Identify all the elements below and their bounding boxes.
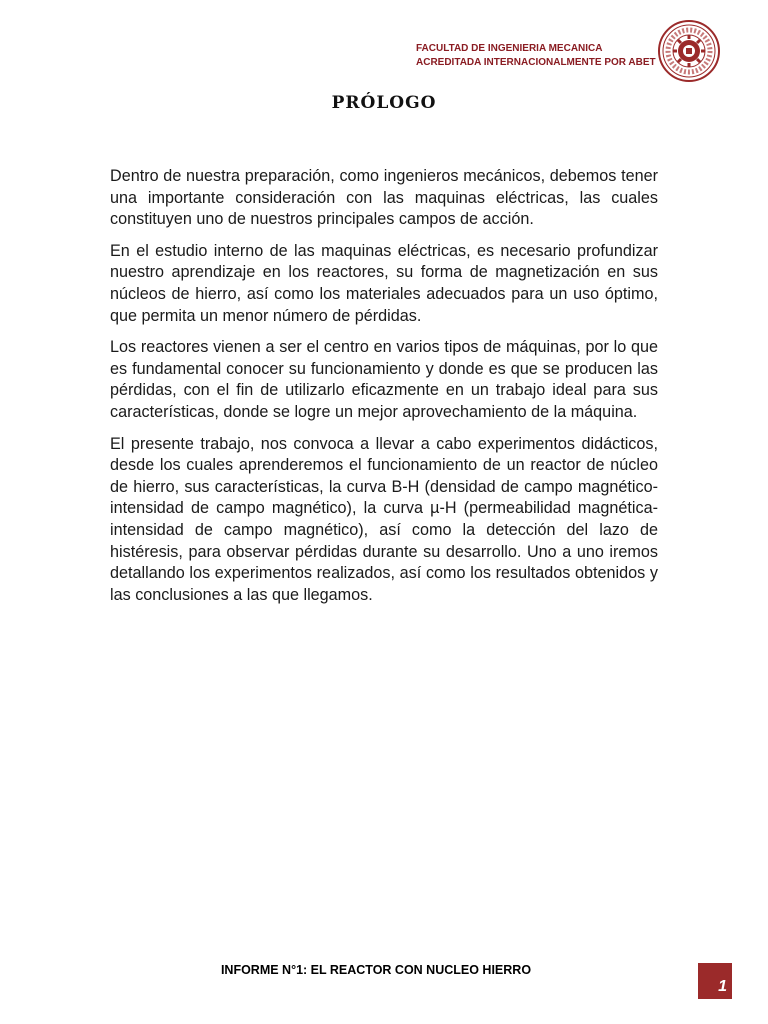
paragraph: En el estudio interno de las maquinas eléctricas, es necesario profundizar nuestro aprendizaje en los reactores, su forma de magnetización en sus núcleos de hierro, así como los materiales adecuados para un uso óptimo, que permita un menor número de pérdidas. (110, 241, 658, 325)
page-number-badge (698, 963, 732, 999)
page-footer (0, 963, 768, 977)
prologue-body (110, 166, 658, 616)
paragraph: Dentro de nuestra preparación, como ingenieros mecánicos, debemos tener una importante consideración con las maquinas eléctricas, las cuales constituyen uno de nuestros principales campos de acción. (110, 167, 658, 229)
paragraph: El presente trabajo, nos convoca a llevar a cabo experimentos didácticos, desde los cuales aprenderemos el funcionamiento de un reactor de núcleo de hierro, sus características, la curva B-H (densidad de campo magnético-intensidad de campo magnético), la curva µ-H (permeabilidad magnética-intensidad de campo magnético), así como la detección del lazo de histéresis, para observar pérdidas durante su desarrollo. Uno a uno iremos detallando los experimentos realizados, así como los resultados obtenidos y las conclusiones a las que llegamos. (110, 434, 658, 604)
report-title: INFORME N°1: EL REACTOR CON NUCLEO HIERRO (220, 963, 532, 977)
university-seal-icon (658, 20, 720, 82)
page-title: PRÓLOGO (331, 93, 437, 113)
paragraph: Los reactores vienen a ser el centro en varios tipos de máquinas, por lo que es fundamental conocer su funcionamiento y donde es que se producen las pérdidas, con el fin de utilizarlo eficazmente en un trabajo ideal para sus características, donde se logre un mejor aprovechamiento de la máquina. (110, 338, 658, 421)
page-header (416, 42, 656, 70)
faculty-name: FACULTAD DE INGENIERIA MECANICA (416, 43, 603, 54)
accreditation-text: ACREDITADA INTERNACIONALMENTE POR ABET (416, 57, 656, 68)
page-number: 1 (718, 978, 727, 995)
